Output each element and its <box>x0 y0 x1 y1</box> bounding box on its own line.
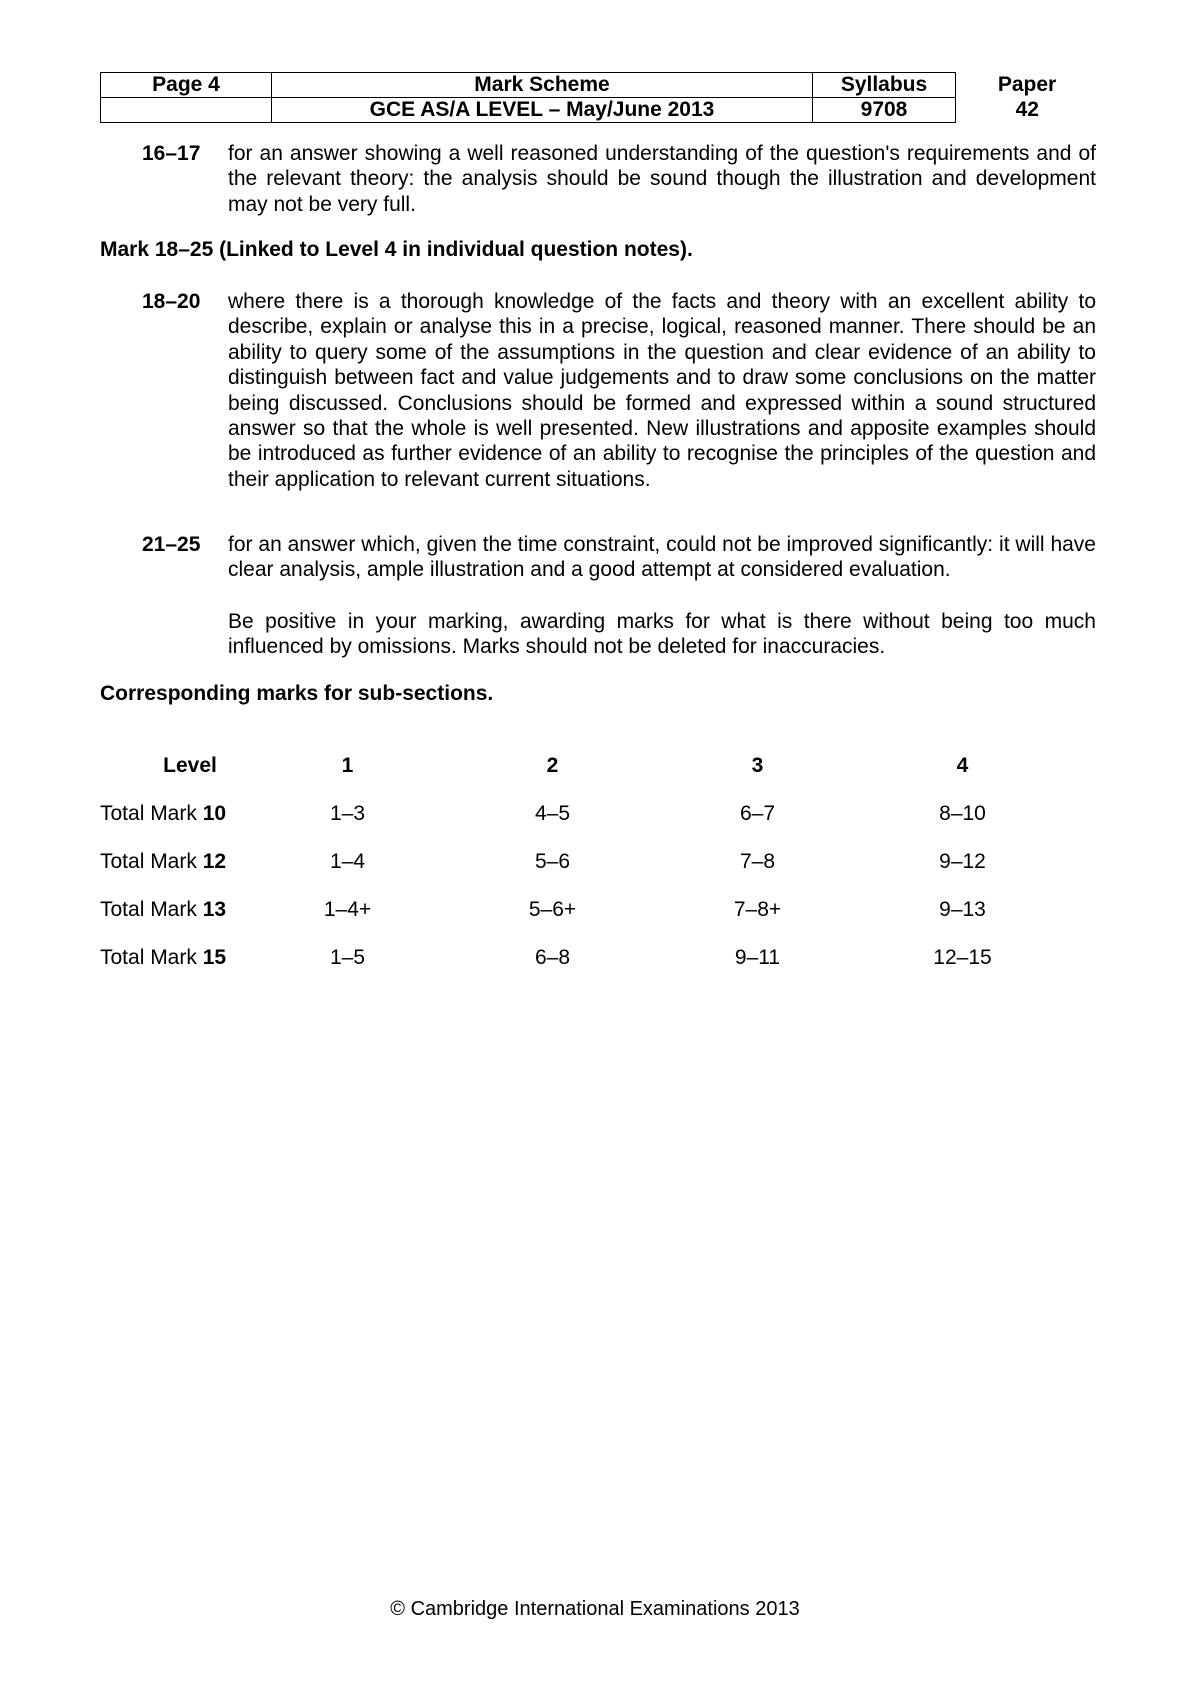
total-mark-label: Total Mark 13 <box>100 898 227 921</box>
band-number: 21–25 <box>142 533 201 556</box>
mark-scheme-label: Mark Scheme <box>272 73 813 98</box>
band-number: 18–20 <box>142 290 201 313</box>
table-row <box>100 790 1100 838</box>
band-16-17 <box>100 141 1096 217</box>
total-mark-label: Total Mark 15 <box>100 946 227 969</box>
header-table <box>100 72 1099 123</box>
level-4-range: 8–10 <box>939 802 986 825</box>
band-description: for an answer showing a well reasoned understanding of the question's requirements and of the relevant theory: the analysis should be sound though the illustration and development may not be very full. <box>228 142 1096 216</box>
header-empty-cell <box>101 98 272 123</box>
syllabus-code: 9708 <box>813 98 956 123</box>
level-2-range: 4–5 <box>534 802 571 825</box>
level-2-range: 6–8 <box>534 946 571 969</box>
level-1-range: 1–4 <box>329 850 366 873</box>
copyright-footer: © Cambridge International Examinations 2013 <box>390 1598 800 1620</box>
level-2-header: 2 <box>546 754 559 777</box>
level-3-header: 3 <box>751 754 764 777</box>
level-1-range: 1–4+ <box>323 898 372 921</box>
page-number: Page 4 <box>101 73 272 98</box>
header-row-top <box>101 73 1099 98</box>
total-mark-value: 13 <box>202 898 227 921</box>
level-3-range: 9–11 <box>734 946 781 969</box>
level-1-header: 1 <box>341 754 354 777</box>
level-3-range: 6–7 <box>739 802 776 825</box>
level-3-range: 7–8+ <box>733 898 782 921</box>
table-row <box>100 934 1100 982</box>
total-mark-value: 10 <box>202 802 227 825</box>
table-row <box>100 838 1100 886</box>
level-4-header: 4 <box>956 754 969 777</box>
paper-number: 42 <box>1015 98 1039 121</box>
band-18-20 <box>100 289 1096 492</box>
marking-guidance: Be positive in your marking, awarding marks for what is there without being too much influenced by omissions. Marks should not be deleted for inaccuracies. <box>228 610 1096 659</box>
exam-title: GCE AS/A LEVEL – May/June 2013 <box>272 98 813 123</box>
band-number: 16–17 <box>142 142 201 165</box>
level-4-range: 9–12 <box>939 850 986 873</box>
sub-sections-heading: Corresponding marks for sub-sections. <box>100 682 494 705</box>
level-4-range: 9–13 <box>939 898 986 921</box>
level-2-range: 5–6+ <box>528 898 577 921</box>
level-2-range: 5–6 <box>534 850 571 873</box>
level-header: Level <box>163 754 217 777</box>
header-row-bottom <box>101 98 1099 123</box>
level-4-range: 12–15 <box>933 946 992 969</box>
paper-label: Paper <box>997 73 1057 96</box>
total-mark-value: 12 <box>202 850 227 873</box>
table-row <box>100 886 1100 934</box>
band-description: for an answer which, given the time constraint, could not be improved significantly: it will have clear analysis, ample illustration and a good attempt at considered evaluation. <box>228 533 1096 582</box>
total-mark-label: Total Mark 12 <box>100 850 227 873</box>
level-3-range: 7–8 <box>739 850 776 873</box>
total-mark-label: Total Mark 10 <box>100 802 227 825</box>
marks-table <box>100 742 1100 982</box>
band-21-25 <box>100 532 1096 583</box>
mark-18-25-heading: Mark 18–25 (Linked to Level 4 in individual question notes). <box>100 238 693 261</box>
syllabus-label: Syllabus <box>813 73 956 98</box>
level-1-range: 1–3 <box>329 802 366 825</box>
total-mark-value: 15 <box>202 946 227 969</box>
level-1-range: 1–5 <box>329 946 366 969</box>
marks-table-header <box>100 742 1100 790</box>
band-description: where there is a thorough knowledge of the facts and theory with an excellent ability to describe, explain or analyse this in a precise, logical, reasoned manner. There should be an ability to query some of the assumptions in the question and clear evidence of an ability to distinguish between fact and value judgements and to draw some conclusions on the matter being discussed. Conclusions should be formed and expressed within a sound structured answer so that the whole is well presented. New illustrations and apposite examples should be introduced as further evidence of an ability to recognise the principles of the question and their application to relevant current situations. <box>228 290 1096 491</box>
